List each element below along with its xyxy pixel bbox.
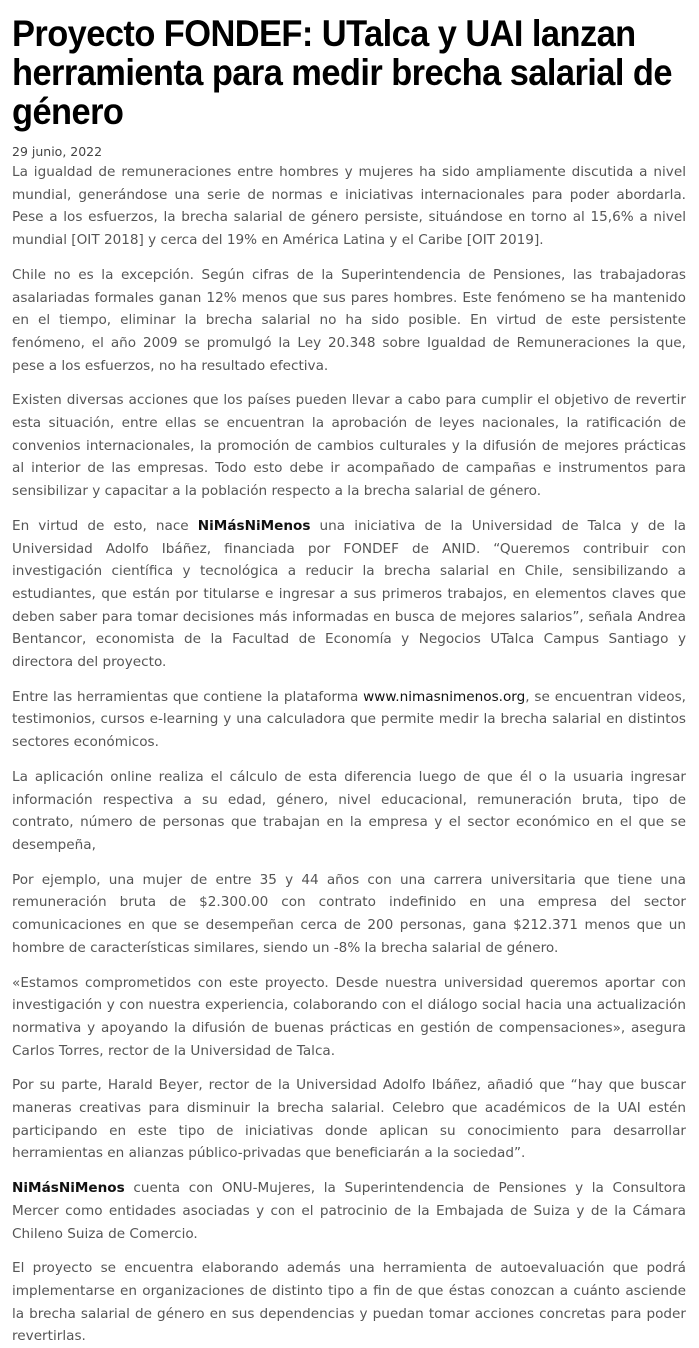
paragraph-4-body: una iniciativa de la Universidad de Talca y de la Universidad Adolfo Ibáñez, financiada por FONDEF de ANID. “Queremos contribuir con investigación científica y tecnológica a reducir la brecha salarial en Chile, sensibilizando a estudiantes, que están por titularse e ingresar a sus primeros trabajos, en elementos claves que deben saber para tomar decisiones más informadas en busca de mejores salarios”, señala Andrea Bentancor, economista de la Facultad de Economía y Negocios UTalca Campus Santiago y directora del proyecto. [12,517,686,671]
paragraph-11: El proyecto se encuentra elaborando además una herramienta de autoevaluación que podrá implementarse en organizaciones de distinto tipo a fin de que éstas conozcan a cuánto asciende la brecha salarial de género en sus dependencias y puedan tomar acciones concretas para poder revertirlas. [12,1260,686,1345]
paragraph-7: Por ejemplo, una mujer de entre 35 y 44 años con una carrera universitaria que tiene una remuneración bruta de $2.300.00 con contrato indefinido en una empresa del sector comunicaciones en que se desempeñan cerca de 200 personas, gana $212.371 menos que un hombre de características similares, siendo un -8% la brecha salarial de género. [12,871,686,956]
publish-date: 29 junio, 2022 [12,144,103,159]
article-title: Proyecto FONDEF: UTalca y UAI lanzan herramienta para medir brecha salarial de género [12,13,672,132]
brand-name: NiMásNiMenos [197,517,311,534]
paragraph-4-intro: En virtud de esto, nace [12,517,198,534]
paragraph-4 [12,515,686,674]
paragraph-5-body: , se encuentran videos, testimonios, cursos e-learning y una calculadora que permite medir la brecha salarial en distintos sectores económicos. [12,688,686,751]
paragraph-5-intro: Entre las herramientas que contiene la plataforma [12,688,364,705]
paragraph-2: Chile no es la excepción. Según cifras de la Superintendencia de Pensiones, las trabajadoras asalariadas formales ganan 12% menos que sus pares hombres. Este fenómeno se ha mantenido en el tiempo, eliminar la brecha salarial no ha sido posible. En virtud de este persistente fenómeno, el año 2009 se promulgó la Ley 20.348 sobre Igualdad de Remuneraciones la que, pese a los esfuerzos, no ha resultado efectiva. [12,266,686,374]
paragraph-6: La aplicación online realiza el cálculo de esta diferencia luego de que él o la usuaria ingresar información respectiva a su edad, género, nivel educacional, remuneración bruta, tipo de contrato, número de personas que trabajan en la empresa y el sector económico en el que se desempeña, [12,768,686,853]
paragraph-9: Por su parte, Harald Beyer, rector de la Universidad Adolfo Ibáñez, añadió que “hay que buscar maneras creativas para disminuir la brecha salarial. Celebro que académicos de la UAI estén participando en este tipo de iniciativas donde aplican su conocimiento para desarrollar herramientas en alianzas público-privadas que beneficiarán a la sociedad”. [12,1077,686,1162]
paragraph-8: «Estamos comprometidos con este proyecto. Desde nuestra universidad queremos aportar con investigación y con nuestra experiencia, colaborando con el diálogo social hacia una actualización normativa y apoyando la difusión de buenas prácticas en gestión de compensaciones», asegura Carlos Torres, rector de la Universidad de Talca. [12,974,686,1059]
paragraph-5 [12,686,686,754]
brand-name: NiMásNiMenos [12,1180,125,1197]
paragraph-10 [12,1177,686,1245]
paragraph-3: Existen diversas acciones que los países pueden llevar a cabo para cumplir el objetivo de revertir esta situación, entre ellas se encuentran la aprobación de leyes nacionales, la ratificación de convenios internacionales, la promoción de cambios culturales y la difusión de mejores prácticas al interior de las empresas. Todo esto debe ir acompañado de campañas e instrumentos para sensibilizar y capacitar a la población respecto a la brecha salarial de género. [12,392,686,500]
website-link[interactable]: www.nimasnimenos.org [363,688,526,705]
paragraph-10-body: cuenta con ONU-Mujeres, la Superintendencia de Pensiones y la Consultora Mercer como entidades asociadas y con el patrocinio de la Embajada de Suiza y de la Cámara Chileno Suiza de Comercio. [12,1180,686,1242]
paragraph-1: La igualdad de remuneraciones entre hombres y mujeres ha sido ampliamente discutida a nivel mundial, generándose una serie de normas e iniciativas internacionales para poder abordarla. Pese a los esfuerzos, la brecha salarial de género persiste, situándose en torno al 15,6% a nivel mundial [OIT 2018] y cerca del 19% en América Latina y el Caribe [OIT 2019]. [12,164,686,249]
